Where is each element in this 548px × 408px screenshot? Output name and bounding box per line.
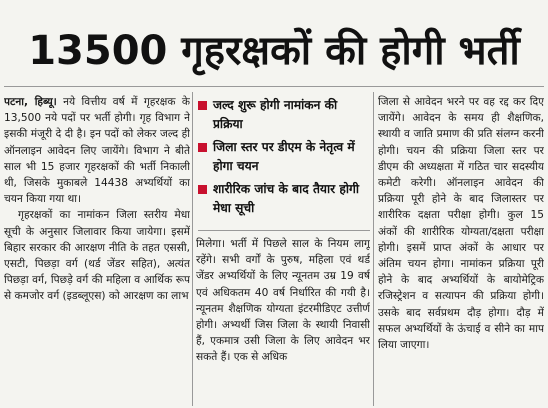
lead-paragraph bbox=[4, 94, 190, 207]
square-bullet-icon bbox=[198, 185, 207, 194]
paragraph-3: मिलेगा। भर्ती में पिछले साल के नियम लागू रहेंगे। सभी वर्गों के पुरुष, महिला एवं थर्ड जेंडर अभ्यर्थियों के लिए न्यूनतम उम्र 19 वर्ष एवं अधिकतम 40 वर्ष निर्धारित की गयी है। न्यूनतम शैक्षणिक योग्यता इंटरमीडिएट उत्तीर्ण होगी। अभ्यर्थी जिस जिला के स्थायी निवासी हैं, एकमात्र उसी जिला के लिए आवेदन भर सकते हैं। एक से अधिक bbox=[196, 238, 370, 364]
highlight-text: जिला स्तर पर डीएम के नेतृत्व में होगा चयन bbox=[213, 140, 355, 173]
column-divider-1 bbox=[192, 92, 193, 406]
highlight-text: जल्द शुरू होगी नामांकन की प्रक्रिया bbox=[213, 98, 338, 131]
article-column-2 bbox=[196, 236, 370, 406]
headline: 13500 गृहरक्षकों की होगी भर्ती bbox=[28, 27, 520, 74]
highlights-rule bbox=[198, 230, 370, 231]
highlight-item bbox=[198, 180, 370, 218]
column-divider-2 bbox=[373, 92, 374, 406]
headline-rule bbox=[4, 86, 544, 87]
dateline: पटना, हिब्यू। bbox=[4, 96, 57, 108]
highlight-item bbox=[198, 138, 370, 176]
highlight-item bbox=[198, 96, 370, 134]
lead-text: नये वित्तीय वर्ष में गृहरक्षक के 13,500 नये पदों पर भर्ती होगी। गृह विभाग ने इसकी मंजूरी दे दी है। इन पदों को लेकर जल्द ही ऑनलाइन आवेदन लिए जायेंगे। विभाग ने बीते साल भी 15 हजार गृहरक्षकों की भर्ती निकाली थी, जिसके मुकाबले 14438 अभ्यर्थियों का चयन किया गया था। bbox=[4, 96, 190, 206]
highlight-text: शारीरिक जांच के बाद तैयार होगी मेधा सूची bbox=[213, 182, 359, 215]
square-bullet-icon bbox=[198, 143, 207, 152]
highlights-box bbox=[198, 96, 370, 226]
paragraph-2: गृहरक्षकों का नामांकन जिला स्तरीय मेधा सूची के अनुसार जिलावार किया जायेगा। इसमें बिहार सरकार की आरक्षण नीति के तहत एससी, एसटी, पिछड़ा वर्ग (थर्ड जेंडर सहित), अत्यंत पिछड़ा वर्ग, पिछड़े वर्ग की महिला व आर्थिक रूप से कमजोर वर्ग (इडब्लूएस) को आरक्षण का लाभ bbox=[4, 209, 190, 303]
article-column-3 bbox=[378, 94, 544, 406]
square-bullet-icon bbox=[198, 101, 207, 110]
article-column-1 bbox=[4, 94, 190, 406]
paragraph-4: जिला से आवेदन भरने पर वह रद्द कर दिए जायेंगे। आवेदन के समय ही शैक्षणिक, स्थायी व जाति प्रमाण की प्रति संलग्न करनी होगी। चयन की प्रक्रिया जिला स्तर पर डीएम की अध्यक्षता में गठित चार सदस्यीय कमेटी करेगी। ऑनलाइन आवेदन की प्रक्रिया पूरी होने के बाद जिलास्तर पर शारीरिक दक्षता परीक्षा होगी। कुल 15 अंकों की शारीरिक योग्यता/दक्षता परीक्षा होगी। इसमें प्राप्त अंकों के आधार पर अंतिम चयन होगा। नामांकन प्रक्रिया पूरी होने के बाद अभ्यर्थियों के बायोमेट्रिक रजिस्ट्रेशन व सत्यापन की प्रक्रिया होगी। उसके बाद सर्वप्रथम दौड़ होगा। दौड़ में सफल अभ्यर्थियों के ऊंचाई व सीने का माप लिया जाएगा। bbox=[378, 96, 544, 352]
